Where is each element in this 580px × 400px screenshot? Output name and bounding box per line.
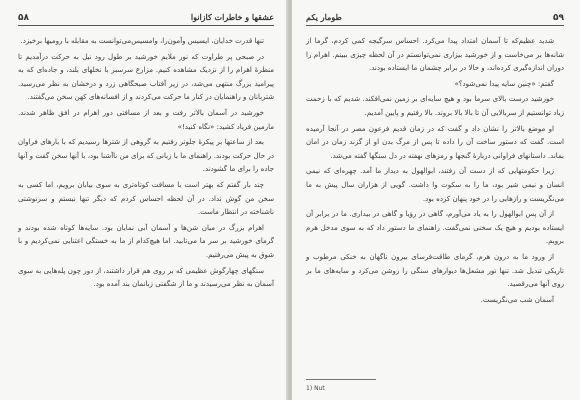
paragraph: او موضع بالاتر را نشان داد و گفت که در زمان قدیم فرعون مصر در آنجا آرمیده است. گفت که دستور ساخت آن را داده تا پس از مرگ بدن او از گزند زمان در امان بماند. داستانهای فراوانی دربارهٔ گنجها و رمزهای نهفته در دل سنگها گفته می‌شد. (306, 123, 564, 160)
paragraph: چند بار گفتم که بهتر است با مسافت کوتاه‌تری به سوی بیابان برویم، اما کسی به سخن من گوش نداد. در آن لحظه احساس کردم که دیگر تنها نیستم و سرنوشتی ناشناخته در انتظار ماست. (18, 179, 274, 217)
right-running-head: طومار یکم (306, 12, 342, 22)
right-page-number: ۵۹ (553, 13, 564, 23)
paragraph: در صبحی پر طراوت که نور ملایم خورشید بر طول رود نیل به حرکت درآمدیم تا منظرهٔ اهرام را از نزدیک مشاهده کنیم. مزارع سرسبز با نخلهای بلند، و جاده‌ای که به پیرامید بزرگ منتهی می‌شد، در زیر آفتاب صبحگاهی زرد و درخشان به نظر می‌رسید. شتربانان و راهنمایان در کنار ما حرکت می‌کردند و از افسانه‌های کهن سخن می‌گفتند. (18, 51, 274, 102)
paragraph: تنها قدرت خدایان، ایسیس وآمون‌را، وامسیس‌می‌توانست به مقابله با رومیها برخیزد. (20, 36, 264, 45)
paragraph: آسمان شب می‌نگریست. (480, 294, 554, 304)
paragraph: خورشید درست بالای سرما بود و هیچ سایه‌ای بر زمین نمی‌افکند. شدیم که با زحمت زیاد توانستیم از سربالایی آن تا بالا بالا بروند. بالا رفتیم و پایین آمدیم. (306, 94, 564, 117)
left-page-number: ۵۸ (18, 13, 29, 23)
paragraph: گفتم: «چنین سایه پیدا نمی‌شود؟» (454, 78, 554, 88)
paragraph: خورشید در آسمان بالاتر رفت و بعد از مسافتی دور اهرام در افق ظاهر شدند. مارمین فریاد کشید: «نگاه کنید!» (18, 107, 274, 131)
paragraph: زیرا حکومتهایی که از دست آن رفتند، ابوالهول به دیدار ما آمد. چهره‌ای که نیمی انسان و نیمی شیر بود، ما را به سکوت وا داشت. گویی از هزاران سال پیش به ما می‌نگریست و رازهایی را در خود پنهان کرده بود. (306, 166, 564, 203)
paragraph: از ورود ما به درون هرم، گرمای طاقت‌فرسای بیرون ناگهان به خنکی مرطوب و تاریکی تبدیل شد. تنها نور مشعل‌ها دیوارهای سنگی را روشن می‌کرد و سایه‌های ما بر روی آنها می‌رقصید. (306, 251, 564, 289)
right-page-header (306, 12, 564, 26)
right-page (292, 0, 580, 400)
left-page-text (18, 34, 274, 291)
paragraph: اهرام بزرگ در میان شن‌ها و آسمان آبی نمایان بود. سایه‌ها کوتاه شده بودند و گرمای خورشید بر سر ما می‌تابید. اما هیچ‌کدام از ما به خستگی اعتنایی نمی‌کردیم و با شوق به پیش می‌رفتیم. (18, 222, 274, 259)
paragraph: بعد از ساعتها بر پیکرهٔ جلوتر رفتیم به گروهی از شترها رسیدیم که با بارهای فراوان در حال حرکت بودند. راهنمای ما با زبانی که برای من ناآشنا بود، با آنها سخن گفت و آنها جاده را برای ما گشودند. (18, 137, 274, 174)
left-running-head: عشقها و خاطرات کازانوا (190, 12, 274, 22)
paragraph: از آن پس ابوالهول را به یاد می‌آورم، گاهی در رؤیا و گاهی در بیداری. ما در برابر آن ایستاده بودیم و هیچ یک سخنی نمی‌گفت. راهنمای ما دستور داد که به سوی مدخل هرم برویم. (306, 209, 564, 246)
left-page-header (18, 12, 274, 26)
paragraph: سنگهای چهارگوش عظیمی که بر روی هم قرار داشتند، از دور چون پله‌هایی به سوی آسمان به نظر می‌رسیدند و ما از شگفتی زبانمان بند آمده بود. (18, 265, 274, 289)
footnote: 1) Nut (306, 385, 325, 392)
right-page-text (306, 34, 564, 306)
left-page (0, 0, 288, 400)
footnote-divider (306, 379, 376, 380)
paragraph: شدید عظیم‌که تا آسمان امتداد پیدا می‌کرد. احساس سرگیجه کمی کردم، گرما از شانه‌ها بر می‌خاست و از خورشید بیزاری نمی‌توانستم در آن لحظه چیزی ببینم. اهرام را دوران اندازه‌گیری کرده‌اند، و حالا در برابر چشمان ما ایستاده بودند. (306, 36, 564, 73)
